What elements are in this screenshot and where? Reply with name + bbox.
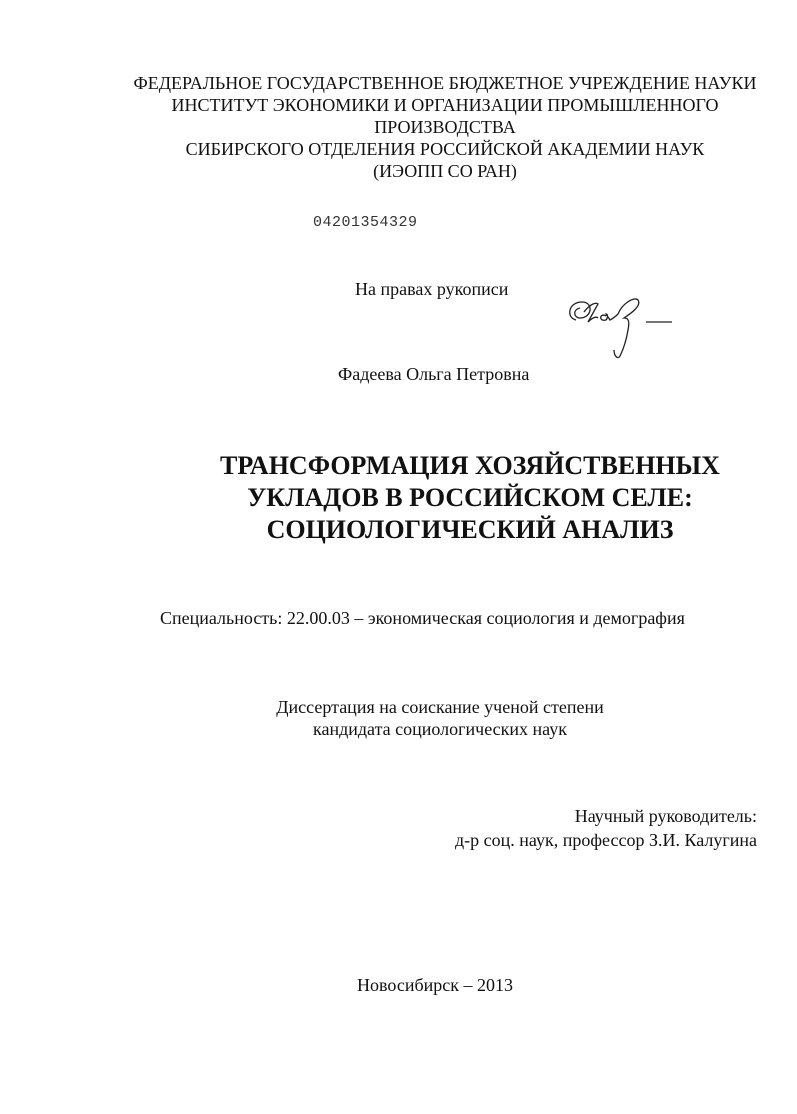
title-line: УКЛАДОВ В РОССИЙСКОМ СЕЛЕ: (247, 483, 693, 512)
degree-line: кандидата социологических наук (313, 719, 567, 739)
author-name: Фадеева Ольга Петровна (338, 364, 530, 384)
document-number: 04201354329 (313, 214, 418, 231)
rights-note: На правах рукописи (355, 279, 509, 299)
city-year: Новосибирск – 2013 (357, 975, 513, 995)
degree-line: Диссертация на соискание ученой степени (276, 697, 604, 717)
header-line: (ИЭОПП СО РАН) (373, 161, 517, 181)
institution-header (110, 72, 780, 182)
dissertation-title (200, 450, 740, 546)
specialty: Специальность: 22.00.03 – экономическая социология и демография (160, 608, 685, 628)
supervisor-label: Научный руководитель: (574, 806, 757, 826)
header-line: ПРОИЗВОДСТВА (374, 117, 516, 137)
signature-icon (562, 290, 682, 365)
header-line: СИБИРСКОГО ОТДЕЛЕНИЯ РОССИЙСКОЙ АКАДЕМИИ НАУК (185, 139, 705, 159)
supervisor (400, 804, 757, 852)
supervisor-name: д-р соц. наук, профессор З.И. Калугина (455, 830, 757, 850)
dissertation-degree (200, 696, 680, 740)
title-line: СОЦИОЛОГИЧЕСКИЙ АНАЛИЗ (266, 515, 674, 544)
header-line: ФЕДЕРАЛЬНОЕ ГОСУДАРСТВЕННОЕ БЮДЖЕТНОЕ УЧРЕЖДЕНИЕ НАУКИ (133, 73, 757, 93)
title-line: ТРАНСФОРМАЦИЯ ХОЗЯЙСТВЕННЫХ (220, 451, 720, 480)
header-line: ИНСТИТУТ ЭКОНОМИКИ И ОРГАНИЗАЦИИ ПРОМЫШЛЕННОГО (171, 95, 719, 115)
